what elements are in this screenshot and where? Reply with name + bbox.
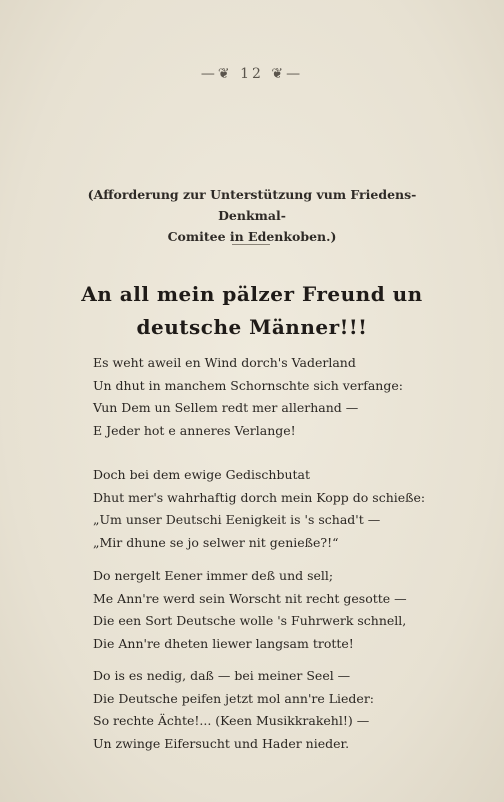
poem-title (60, 278, 444, 344)
verse-line: Die een Sort Deutsche wolle 's Fuhrwerk schnell, (93, 613, 407, 628)
verse-line: Un dhut in manchem Schornschte sich verfange: (93, 377, 403, 393)
verse-line: Die Ann're dheten liewer langsam trotte! (93, 635, 354, 651)
verse-line: E Jeder hot e anneres Verlange! (93, 422, 296, 438)
verse-line: Do nergelt Eener immer deß und sell; (93, 568, 334, 583)
stanza-3 (93, 565, 473, 655)
stanza-1 (93, 352, 473, 442)
page-number: —❦ 12 ❦— (200, 66, 304, 82)
subheading-line: (Afforderung zur Unterstützung vum Friedens-Denkmal- (87, 187, 417, 223)
stanza-4 (93, 665, 473, 755)
subheading (60, 184, 444, 247)
verse-line: Un zwinge Eifersucht und Hader nieder. (93, 735, 350, 751)
verse-line: Es weht aweil en Wind dorch's Vaderland (93, 355, 356, 370)
verse-line: So rechte Ächte!... (Keen Musikkrakehl!) — (93, 713, 370, 728)
verse-line: Me Ann're werd sein Worscht nit recht gesotte — (93, 590, 407, 606)
verse-line: Dhut mer's wahrhaftig dorch mein Kopp do schieße: (93, 489, 426, 505)
verse-line: „Mir dhune se jo selwer nit genieße?!“ (93, 534, 339, 550)
verse-line: Doch bei dem ewige Gedischbutat (93, 467, 311, 482)
poem-title-line: An all mein pälzer Freund un (81, 282, 423, 306)
poem-title-line: deutsche Männer!!! (136, 315, 368, 339)
verse-line: Do is es nedig, daß — bei meiner Seel — (93, 668, 351, 683)
verse-line: Die Deutsche peifen jetzt mol ann're Lieder: (93, 690, 375, 706)
divider (232, 244, 270, 245)
subheading-line: Comitee in Edenkoben.) (167, 229, 337, 244)
stanza-2 (93, 464, 473, 554)
verse-line: „Um unser Deutschi Eenigkeit is 's schad't — (93, 512, 381, 527)
verse-line: Vun Dem un Sellem redt mer allerhand — (93, 400, 359, 415)
